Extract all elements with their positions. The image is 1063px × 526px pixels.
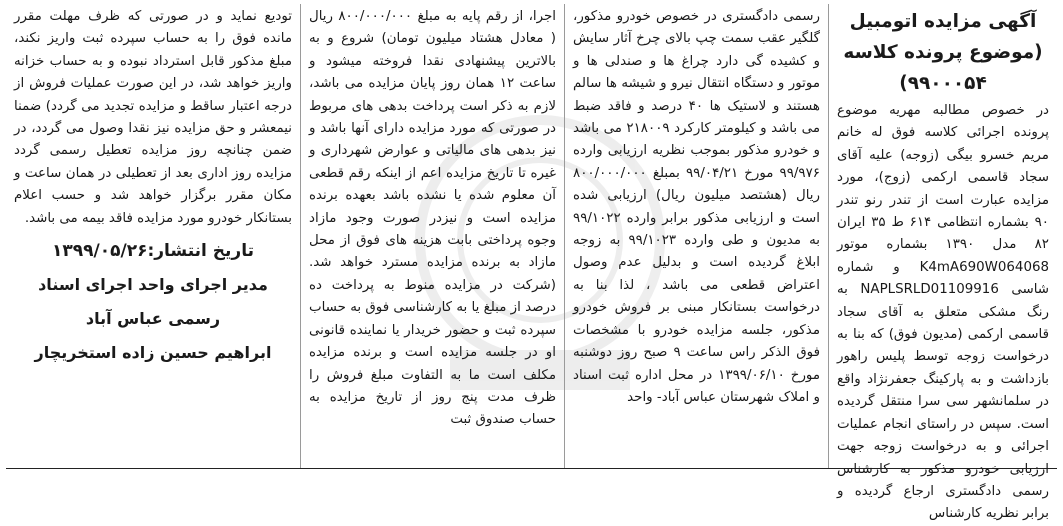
auction-notice <box>6 4 1057 522</box>
notice-body-part-4: تودیع نماید و در صورتی که ظرف مهلت مقرر مانده فوق را به حساب سپرده ثبت واریز نکند، مبلغ مذکور قابل استرداد نبوده و به حساب خزانه واریز خواهد شد، در این صورت عملیات فروش از درجه اعتبار ساقط و مزایده تجدید می گردد) ضمنا نیمعشر و حق مزایده نیز نقدا وصول می گردد، در ضمن چنانچه روز مزایده تعطیل رسمی گردد مزایده روز اداری بعد از تعطیلی در همان ساعت و مکان مقرر برگزار خواهد شد و حسب اعلام بستانکار خودرو مورد مزایده فاقد بیمه می باشد. <box>14 9 292 226</box>
notice-column-2 <box>565 4 829 468</box>
notice-title: آگهی مزایده اتومبیل (موضوع پرونده کلاسه ۹۹۰۰۰۵۴) <box>843 11 1043 94</box>
signature-title: مدیر اجرای واحد اجرای اسناد <box>38 275 268 295</box>
notice-column-3 <box>301 4 565 468</box>
notice-column-4 <box>6 4 301 468</box>
notice-body-part-1: در خصوص مطالبه مهریه موضوع پرونده اجرائی کلاسه فوق له خانم مریم خسرو بیگی (زوجه) علیه آقای سجاد قاسمی ارکمی (زوج)، مورد مزایده عبارت است از تندر رنو تندر ۹۰ بشماره انتظامی ۶۱۴ ط ۳۵ ایران ۸۲ مدل ۱۳۹۰ بشماره موتور K4mA690W064068 و شماره شاسی NAPLSRLD01109916 به رنگ مشکی متعلق به آقای سجاد قاسمی ارکمی (مدیون فوق) که بنا به درخواست زوجه توسط پلیس راهور بازداشت و به پارکینگ جعفرنژاد واقع در سلمانشهر سی سرا منتقل گردیده است. سپس در راستای انجام عملیات اجرائی و به درخواست زوجه جهت ارزیابی خودرو مذکور به کارشناس رسمی دادگستری ارجاع گردیده و برابر نظریه کارشناس <box>837 103 1049 522</box>
signature-office: رسمی عباس آباد <box>85 309 221 329</box>
notice-column-1 <box>829 4 1057 522</box>
notice-body-part-3: اجرا، از رقم پایه به مبلغ ۸۰۰/۰۰۰/۰۰۰ ریال ( معادل هشتاد میلیون تومان) شروع و به بالاترین پیشنهادی نقدا فروخته میشود و ساعت ۱۲ همان روز پایان مزایده می باشد، لازم به ذکر است پرداخت بدهی های مربوط در صورتی که مورد مزایده دارای آنها باشد و نیز بدهی های مالیاتی و عوارض شهرداری و غیره تا تاریخ مزایده اعم از اینکه رقم قطعی آن معلوم شده یا نشده باشد بعهده برنده مزایده است و نیزدر صورت وجود مازاد وجوه پرداختی بابت هزینه های فوق از محل مازاد به برنده مزایده مسترد خواهد شد.(شرکت در مزایده منوط به پرداخت ده درصد از مبلغ یا به کارشناسی فوق به حساب سپرده ثبت و حضور خریدار یا نماینده قانونی او در جلسه مزایده است و برنده مزایده مکلف است ما به التفاوت مبلغ فروش را ظرف مدت پنج روز از تاریخ مزایده به حساب صندوق ثبت <box>309 9 556 428</box>
signature-name: ابراهیم حسین زاده استخریچار <box>34 343 272 363</box>
notice-body-part-2: رسمی دادگستری در خصوص خودرو مذکور، گلگیر عقب سمت چپ بالای چرخ آثار سایش و کشیده گی دارد چراغ ها و صندلی ها و موتور و دستگاه انتقال نیرو و شیشه ها سالم هستند و لاستیک ها ۴۰ درصد و فاقد ضبط می باشد و کیلومتر کارکرد ۲۱۸۰۰۹ می باشد و خودرو مذکور بموجب نظریه ارزیابی وارده ۹۹/۹۷۶ مورخ ۹۹/۰۴/۲۱ بمبلغ ۸۰۰/۰۰۰/۰۰۰ ریال (هشتصد میلیون ریال) ارزیابی شده است و ارزیابی مذکور برابر وارده ۹۹/۱۰۲۲ به مدیون و طی وارده ۹۹/۱۰۲۳ به زوجه ابلاغ گردیده است و بدلیل عدم وصول اعتراض قطعی می باشد ، لذا بنا به درخواست بستانکار مبنی بر فروش خودرو مذکور، جلسه مزایده خودرو با مشخصات فوق الذکر راس ساعت ۹ صبح روز دوشنبه مورخ ۱۳۹۹/۰۶/۱۰ در محل اداره ثبت اسناد و املاک شهرستان عباس آباد- واحد <box>573 9 821 405</box>
publish-date: تاریخ انتشار:۱۳۹۹/۰۵/۲۶ <box>52 241 254 262</box>
